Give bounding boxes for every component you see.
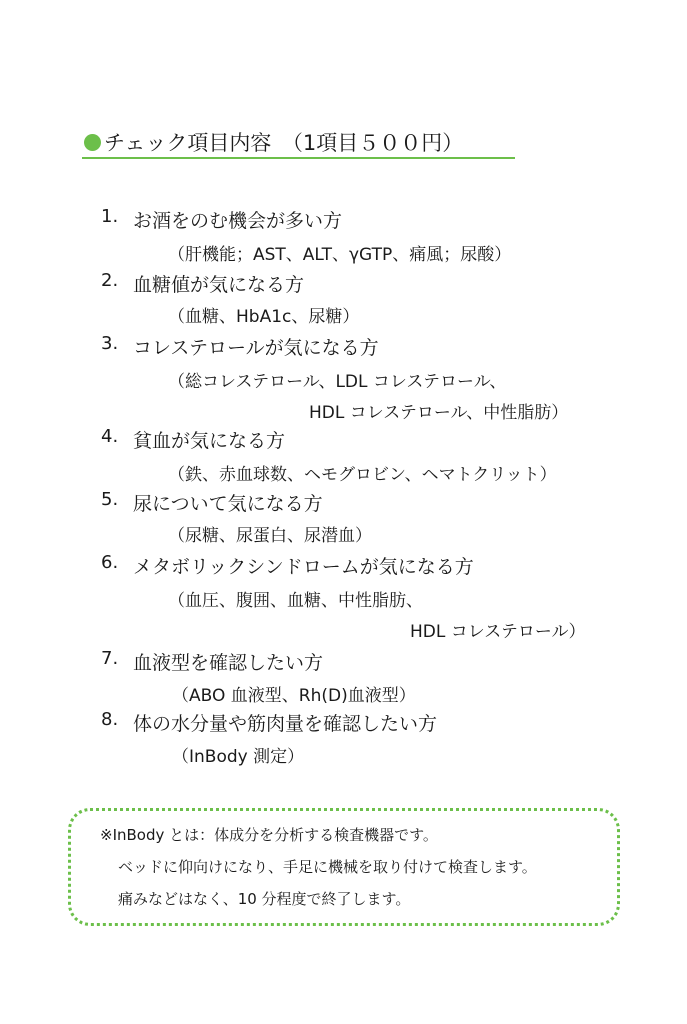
item-detail: HDL コレステロール） <box>410 622 586 642</box>
item-detail: （肝機能；AST、ALT、γGTP、痛風；尿酸） <box>168 245 512 265</box>
item-detail: （ABO 血液型、Rh(D)血液型） <box>172 686 416 706</box>
item-detail: （総コレステロール、LDL コレステロール、 <box>168 372 507 392</box>
item-number: 3. <box>101 333 119 354</box>
item-detail: （尿糖、尿蛋白、尿潜血） <box>168 526 372 546</box>
item-number: 4. <box>101 426 119 447</box>
item-title: 血糖値が気になる方 <box>133 274 305 296</box>
item-detail: HDL コレステロール、中性脂肪） <box>309 403 569 423</box>
item-number: 6. <box>101 552 119 573</box>
item-detail: （鉄、赤血球数、ヘモグロビン、ヘマトクリット） <box>168 465 557 485</box>
item-detail: （血糖、HbA1c、尿糖） <box>168 307 360 327</box>
section-heading <box>84 126 463 158</box>
item-number: 1. <box>101 206 119 227</box>
heading-underline <box>82 157 515 159</box>
item-title: 血液型を確認したい方 <box>133 652 324 674</box>
item-number: 2. <box>101 270 119 291</box>
item-detail: （血圧、腹囲、血糖、中性脂肪、 <box>168 591 423 611</box>
note-line: ※InBody とは：体成分を分析する検査機器です。 <box>100 826 438 844</box>
item-number: 5. <box>101 489 119 510</box>
item-title: 貧血が気になる方 <box>133 430 286 452</box>
item-number: 8. <box>101 709 119 730</box>
note-line: ベッドに仰向けになり、手足に機械を取り付けて検査します。 <box>118 858 537 876</box>
item-title: メタボリックシンドロームが気になる方 <box>133 556 474 578</box>
item-title: お酒をのむ機会が多い方 <box>133 210 343 232</box>
green-bullet-icon <box>84 134 101 151</box>
item-title: コレステロールが気になる方 <box>133 337 379 359</box>
item-number: 7. <box>101 648 119 669</box>
item-title: 尿について気になる方 <box>133 493 323 515</box>
item-title: 体の水分量や筋肉量を確認したい方 <box>133 713 438 735</box>
item-detail: （InBody 測定） <box>172 747 305 767</box>
section-heading-text: チェック項目内容 （1項目５００円） <box>104 131 464 155</box>
note-line: 痛みなどはなく、10 分程度で終了します。 <box>118 890 411 908</box>
